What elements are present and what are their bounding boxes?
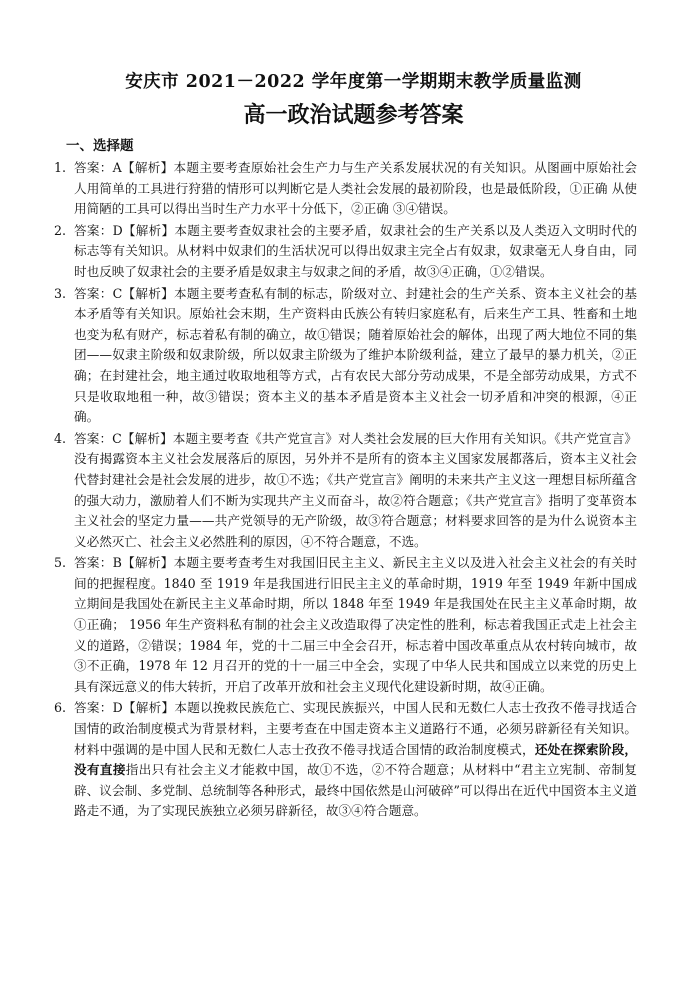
question-answer-text: 答案：C【解析】本题主要考查《共产党宣言》对人类社会发展的巨大作用有关知识。《共产党宣言》没有揭露资本主义社会发展落后的原因，另外并不是所有的资本主义国家发展都落后，资本主义社会代替封建社会是社会发展的进步，故①不选；《共产党宣言》阐明的未来共产主义这一理想目标所蕴含的强大动力，激励着人们不断为实现共产主义而奋斗，故②符合题意；《共产党宣言》指明了变革资本主义社会的坚定力量——共产党领导的无产阶级，故③符合题意；材料要求回答的是为什么说资本主义必然灭亡、社会主义必然胜利的原因，④不符合题意，不选。 [74,430,637,549]
question-number: 4. [54,430,67,446]
question-item [54,698,638,822]
question-answer-text: 答案：D【解析】本题主要考查奴隶社会的主要矛盾，奴隶社会的生产关系以及人类迈入文明时代的标志等有关知识。从材料中奴隶们的生活状况可以得出奴隶主完全占有奴隶，奴隶毫无人身自由，同时也反映了奴隶社会的主要矛盾是奴隶主与奴隶之间的矛盾，故③④正确，①②错误。 [74,222,637,279]
question-answer-text: 答案：C【解析】本题主要考查私有制的标志，阶级对立、封建社会的生产关系、资本主义社会的基本矛盾等有关知识。原始社会末期，生产资料由氏族公有转归家庭私有，后来生产工具、牲畜和土地也变为私有财产，标志着私有制的确立，故①错误；随着原始社会的解体，出现了两大地位不同的集团——奴隶主阶级和奴隶阶级，所以奴隶主阶级为了维护本阶级利益，建立了最早的暴力机关，②正确；在封建社会，地主通过收取地租等方式，占有农民大部分劳动成果，不是全部劳动成果，方式不只是收取地租一种，故③错误；资本主义的基本矛盾是资本主义社会一切矛盾和冲突的根源，④正确。 [74,285,637,425]
question-item [54,553,637,697]
question-number: 2. [54,222,67,238]
answer-text-part: 答案：D【解析】本题以挽救民族危亡、实现民族振兴，中国人民和无数仁人志士孜孜不倦寻找适合国情的政治制度模式为背景材料，主要考查在中国走资本主义道路行不通，必须另辟新径有关知识。材料中强调的是中国人民和无数仁人志士孜孜不倦寻找适合国情的政治制度模式， [74,700,637,757]
answer-emphasis: 还处在探索阶段，没有直接 [74,741,638,778]
question-item [54,158,637,220]
question-answer-text: 答案：B【解析】本题主要考查考生对我国旧民主主义、新民主主义以及进入社会主义社会的有关时间的把握程度。1840 至 1919 年是我国进行旧民主主义的革命时期，1919 年至 1949 年新中国成立期间是我国处在新民主主义革命时期，所以 1848 年至 1949 年是我国处在民主主义革命时期，故①正确； 1956 年生产资料私有制的社会主义改造取得了决定性的胜利，标志着我国正式走上社会主义的道路，②错误；1984 年，党的十二届三中全会召开，标志着中国改革重点从农村转向城市，故③不正确，1978 年 12 月召开的党的十一届三中全会，实现了中华人民共和国成立以来党的历史上具有深远意义的伟大转折，开启了改革开放和社会主义现代化建设新时期，故④正确。 [74,555,637,694]
question-item [54,429,637,553]
question-number: 5. [54,555,67,571]
answer-text-part: 指出只有社会主义才能救中国，故①不选，②不符合题意；从材料中“君主立宪制、帝制复辟、议会制、多党制、总统制等各种形式，最终中国依然是山河破碎”可以得出在近代中国资本主义道路走不通，为了实现民族独立必须另辟新径，故③④符合题意。 [74,762,637,819]
document-subtitle: 高一政治试题参考答案 [243,103,464,128]
question-number: 1. [54,160,67,175]
question-number: 3. [54,285,67,301]
question-answer-text: 答案：A【解析】本题主要考查原始社会生产力与生产关系发展状况的有关知识。从图画中原始社会人用简单的工具进行狩猎的情形可以判断它是人类社会发展的最初阶段，也是最低阶段，①正确 从使用简陋的工具可以得出当时生产力水平十分低下，②正确 ③④错误。 [74,160,637,217]
question-item [54,284,637,428]
question-number: 6. [54,700,67,716]
section-heading: 一、选择题 [66,138,134,154]
question-item [54,221,637,283]
question-answer-text [74,698,637,822]
document-title: 安庆市 2021－2022 学年度第一学期期末教学质量监测 [125,72,582,92]
